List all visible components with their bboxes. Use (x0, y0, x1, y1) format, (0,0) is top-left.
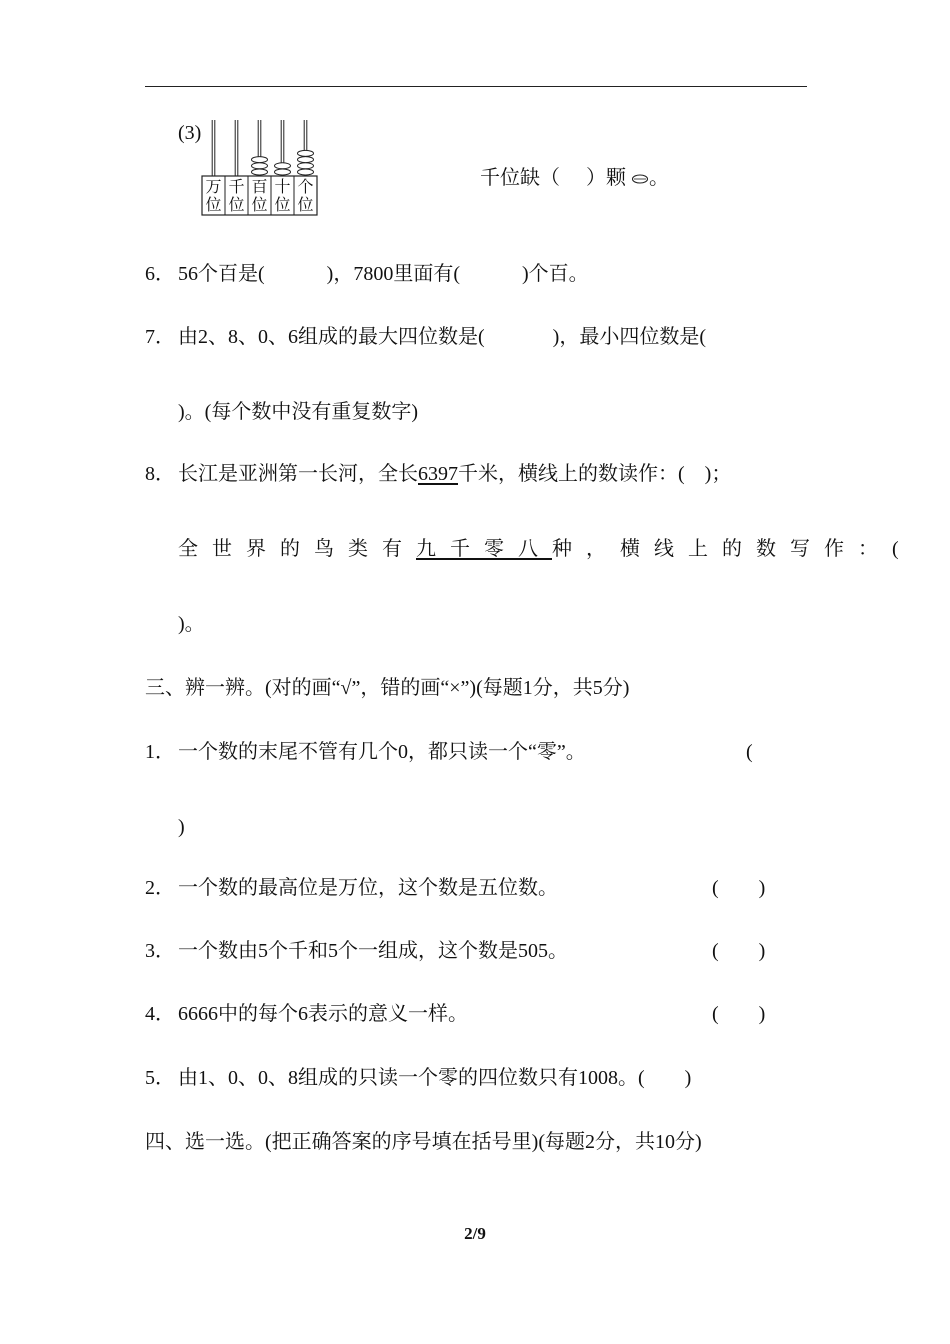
s3-item-5 (145, 1064, 691, 1092)
question-8-line1 (145, 460, 731, 488)
q6-number: 6． (145, 263, 175, 285)
abacus-bead (275, 169, 291, 175)
question-7-line1 (145, 323, 706, 351)
abacus-place-label: 千 (228, 177, 245, 196)
s3-item-3-answer-box[interactable]: ( ) (712, 940, 766, 962)
abacus-bead (252, 157, 268, 163)
s3-item-1-number: 1． (145, 741, 175, 763)
abacus-place-label: 位 (228, 195, 245, 214)
abacus-bead (252, 163, 268, 169)
q8-underlined-number: 6397 (418, 463, 458, 485)
s3-item-3 (145, 937, 568, 965)
s3-item-3-number: 3． (145, 940, 175, 962)
abacus-place-label: 位 (297, 195, 314, 214)
abacus-bead (298, 150, 314, 156)
q8-line2b: 种，横线上的数写作：( (552, 538, 913, 560)
page-separator: / (472, 1224, 478, 1243)
s3-item-2 (145, 874, 558, 902)
abacus-place-label: 百 (251, 177, 268, 196)
abacus-bead (298, 157, 314, 163)
question-6 (145, 260, 589, 288)
abacus-place-label: 十 (274, 177, 291, 196)
page-total: 9 (477, 1224, 486, 1243)
q7-line1a: 由2、8、0、6组成的最大四位数是( (178, 326, 485, 348)
q8-line2a: 全世界的鸟类有 (178, 538, 416, 560)
q7-number: 7． (145, 326, 175, 348)
s3-item-4-text: 6666中的每个6表示的意义一样。 (178, 1003, 468, 1025)
page-current: 2 (464, 1224, 473, 1243)
q6-part3: )个百。 (522, 263, 589, 285)
section-4-title: 四、选一选。(把正确答案的序号填在括号里)(每题2分，共10分) (145, 1131, 702, 1153)
page-number (0, 1224, 950, 1244)
abacus-question-text (480, 164, 669, 192)
q8-line1c: )； (704, 463, 732, 485)
s3-item-5-text: 由1、0、0、8组成的只读一个零的四位数只有1008。 (178, 1067, 638, 1089)
s3-item-1-text: 一个数的末尾不管有几个0，都只读一个“零”。 (178, 741, 586, 763)
q8-line1b: 千米，横线上的数读作：( (458, 463, 685, 485)
abacus-place-label: 位 (251, 195, 268, 214)
s3-item-3-text: 一个数由5个千和5个一组成，这个数是505。 (178, 940, 568, 962)
section-3-title: 三、辨一辨。(对的画“√”，错的画“×”)(每题1分，共5分) (145, 677, 630, 699)
abacus-question-label: (3) (178, 122, 202, 144)
abacus-bead (298, 169, 314, 175)
s3-item-4-answer-box[interactable]: ( ) (712, 1003, 766, 1025)
q7-line1b: )，最小四位数是( (552, 326, 706, 348)
abacus-place-label: 万 (205, 177, 222, 196)
abacus-bead (252, 169, 268, 175)
question-7-line2: )。(每个数中没有重复数字) (178, 401, 418, 423)
s3-item-4-number: 4． (145, 1003, 175, 1025)
q5-3-text-before: 千位缺（ (480, 167, 560, 189)
s3-item-4 (145, 1000, 468, 1028)
s3-item-2-answer-box[interactable]: ( ) (712, 877, 766, 899)
s3-item-1-open-paren: ( (746, 741, 753, 763)
q6-part2: )，7800里面有( (326, 263, 460, 285)
question-8-line3: )。 (178, 613, 205, 635)
q5-3-text-mid: ）颗 (586, 167, 626, 189)
q5-3-text-after: 。 (649, 167, 669, 189)
s3-item-1-close-paren: ) (178, 816, 185, 838)
s3-item-5-number: 5． (145, 1067, 175, 1089)
s3-item-1 (145, 738, 586, 766)
q6-part1: 56个百是( (178, 263, 265, 285)
abacus-bead (275, 163, 291, 169)
q8-line1a: 长江是亚洲第一长河，全长 (178, 463, 418, 485)
q8-number: 8． (145, 463, 175, 485)
abacus-figure (200, 118, 320, 218)
abacus-place-label: 位 (205, 195, 222, 214)
s3-item-2-number: 2． (145, 877, 175, 899)
abacus-bead (298, 163, 314, 169)
q8-underlined-words: 九千零八 (416, 538, 552, 560)
header-rule (145, 86, 807, 87)
bead-icon (631, 173, 649, 185)
s3-item-2-text: 一个数的最高位是万位，这个数是五位数。 (178, 877, 558, 899)
abacus-place-label: 个 (297, 177, 314, 196)
question-8-line2 (178, 535, 913, 563)
s3-item-5-answer-box[interactable]: ( ) (638, 1067, 692, 1089)
abacus-place-label: 位 (274, 195, 291, 214)
